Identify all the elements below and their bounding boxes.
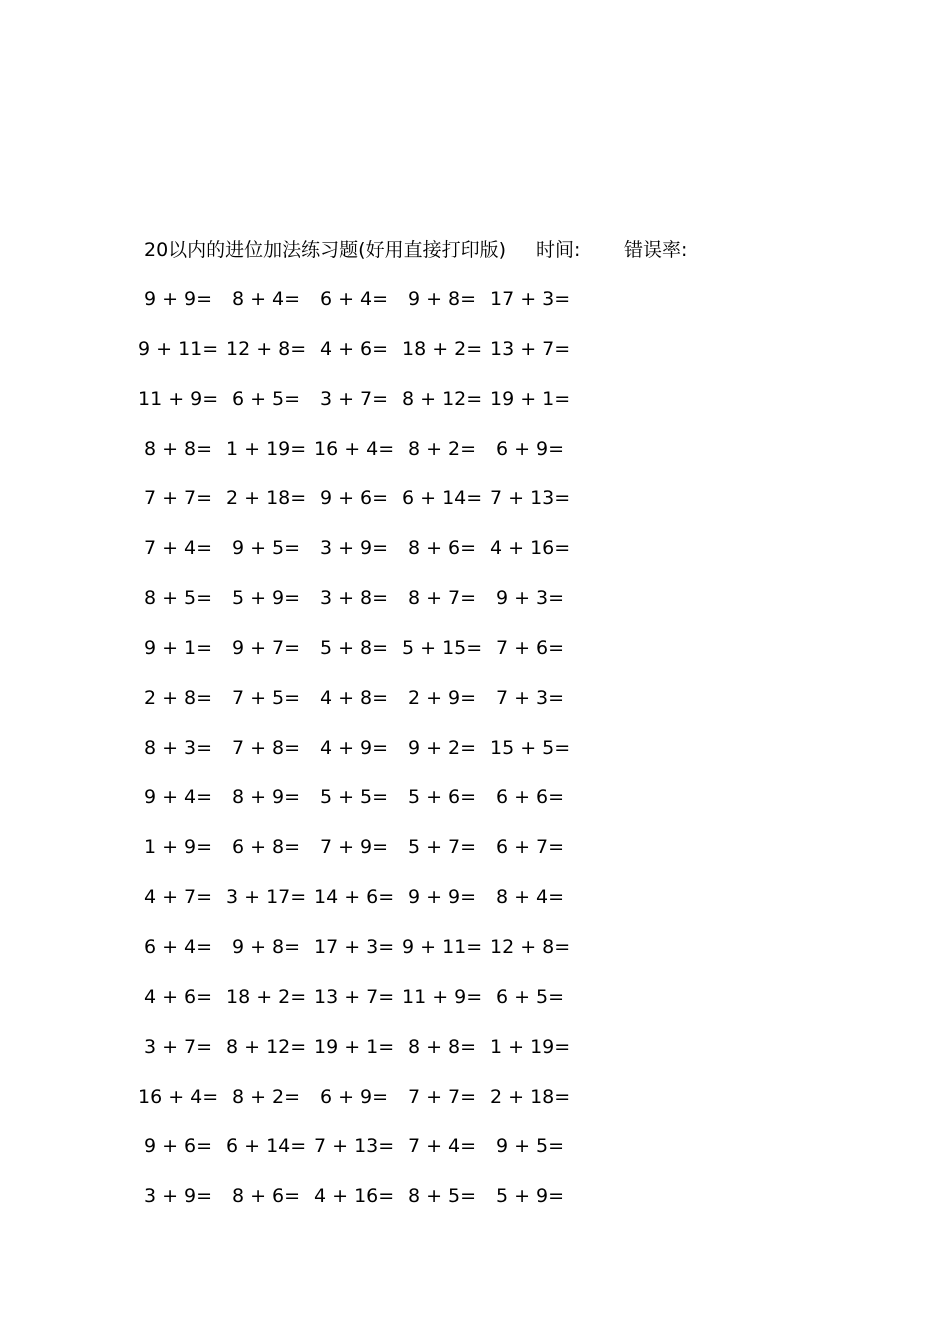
- addition-problem: 8 + 2=: [231, 1085, 301, 1108]
- addition-problem: 6 + 9=: [319, 1085, 389, 1108]
- addition-problem: 7 + 7=: [407, 1085, 477, 1108]
- problem-row: [144, 685, 604, 735]
- addition-problem: 8 + 8=: [143, 437, 213, 460]
- addition-problem: 9 + 8=: [231, 935, 301, 958]
- addition-problem: 9 + 6=: [143, 1135, 213, 1158]
- addition-problem: 8 + 4=: [231, 288, 301, 310]
- addition-problem: 8 + 7=: [407, 587, 477, 610]
- addition-problem: 15 + 5=: [490, 736, 571, 759]
- addition-problem: 9 + 4=: [143, 786, 213, 809]
- addition-problem: 3 + 9=: [143, 1185, 213, 1208]
- addition-problem: 8 + 5=: [143, 587, 213, 610]
- addition-problem: 6 + 7=: [495, 836, 565, 859]
- addition-problem: 8 + 4=: [495, 886, 565, 909]
- addition-problem: 12 + 8=: [490, 935, 571, 958]
- addition-problem: 3 + 17=: [226, 886, 307, 909]
- addition-problem: 8 + 9=: [231, 786, 301, 809]
- addition-problem: 3 + 7=: [319, 387, 389, 410]
- addition-problem: 6 + 4=: [143, 935, 213, 958]
- problem-row: [144, 984, 604, 1034]
- problem-row: [144, 735, 604, 785]
- addition-problem: 5 + 15=: [402, 636, 483, 659]
- addition-problem: 7 + 8=: [231, 736, 301, 759]
- addition-problem: 4 + 8=: [319, 686, 389, 709]
- addition-problem: 8 + 12=: [226, 1035, 307, 1058]
- problem-grid: [138, 286, 604, 1233]
- addition-problem: 8 + 12=: [402, 387, 483, 410]
- addition-problem: 8 + 3=: [143, 736, 213, 759]
- addition-problem: 9 + 9=: [407, 886, 477, 909]
- addition-problem: 9 + 8=: [407, 288, 477, 310]
- addition-problem: 9 + 7=: [231, 636, 301, 659]
- addition-problem: 4 + 7=: [143, 886, 213, 909]
- addition-problem: 2 + 8=: [143, 686, 213, 709]
- time-label: 时间:: [536, 239, 581, 261]
- addition-problem: 16 + 4=: [138, 1085, 219, 1108]
- problem-row: [144, 1034, 604, 1084]
- addition-problem: 5 + 9=: [231, 587, 301, 610]
- addition-problem: 5 + 8=: [319, 636, 389, 659]
- problem-row: [144, 884, 604, 934]
- addition-problem: 4 + 6=: [319, 337, 389, 360]
- addition-problem: 6 + 14=: [226, 1135, 307, 1158]
- addition-problem: 17 + 3=: [490, 288, 571, 310]
- problem-row: [138, 336, 604, 386]
- addition-problem: 9 + 6=: [319, 487, 389, 510]
- addition-problem: 5 + 5=: [319, 786, 389, 809]
- addition-problem: 2 + 18=: [490, 1085, 571, 1108]
- addition-problem: 11 + 9=: [402, 985, 483, 1008]
- addition-problem: 9 + 9=: [143, 288, 213, 310]
- addition-problem: 7 + 4=: [407, 1135, 477, 1158]
- addition-problem: 2 + 9=: [407, 686, 477, 709]
- problem-row: [144, 834, 604, 884]
- addition-problem: 8 + 6=: [407, 537, 477, 560]
- addition-problem: 8 + 6=: [231, 1185, 301, 1208]
- addition-problem: 9 + 5=: [495, 1135, 565, 1158]
- addition-problem: 8 + 5=: [407, 1185, 477, 1208]
- addition-problem: 9 + 1=: [143, 636, 213, 659]
- problem-row: [144, 1133, 604, 1183]
- addition-problem: 7 + 13=: [490, 487, 571, 510]
- addition-problem: 1 + 19=: [226, 437, 307, 460]
- addition-problem: 6 + 6=: [495, 786, 565, 809]
- addition-problem: 5 + 7=: [407, 836, 477, 859]
- problem-row: [144, 1183, 604, 1233]
- addition-problem: 13 + 7=: [490, 337, 571, 360]
- addition-problem: 12 + 8=: [226, 337, 307, 360]
- addition-problem: 7 + 7=: [143, 487, 213, 510]
- addition-problem: 6 + 9=: [495, 437, 565, 460]
- problem-row: [144, 934, 604, 984]
- addition-problem: 1 + 9=: [143, 836, 213, 859]
- addition-problem: 3 + 7=: [143, 1035, 213, 1058]
- addition-problem: 18 + 2=: [226, 985, 307, 1008]
- addition-problem: 17 + 3=: [314, 935, 395, 958]
- addition-problem: 6 + 4=: [319, 288, 389, 310]
- problem-row: [144, 286, 604, 336]
- addition-problem: 7 + 4=: [143, 537, 213, 560]
- addition-problem: 5 + 9=: [495, 1185, 565, 1208]
- addition-problem: 4 + 16=: [490, 537, 571, 560]
- addition-problem: 19 + 1=: [490, 387, 571, 410]
- problem-row: [144, 585, 604, 635]
- problem-row: [144, 535, 604, 585]
- problem-row: [144, 436, 604, 486]
- addition-problem: 9 + 5=: [231, 537, 301, 560]
- addition-problem: 18 + 2=: [402, 337, 483, 360]
- addition-problem: 3 + 8=: [319, 587, 389, 610]
- addition-problem: 4 + 16=: [314, 1185, 395, 1208]
- addition-problem: 6 + 5=: [495, 985, 565, 1008]
- problem-row: [144, 635, 604, 685]
- addition-problem: 6 + 8=: [231, 836, 301, 859]
- addition-problem: 11 + 9=: [138, 387, 219, 410]
- addition-problem: 7 + 13=: [314, 1135, 395, 1158]
- addition-problem: 8 + 8=: [407, 1035, 477, 1058]
- addition-problem: 1 + 19=: [490, 1035, 571, 1058]
- addition-problem: 7 + 9=: [319, 836, 389, 859]
- error-rate-label: 错误率:: [624, 239, 688, 261]
- addition-problem: 16 + 4=: [314, 437, 395, 460]
- addition-problem: 6 + 5=: [231, 387, 301, 410]
- addition-problem: 4 + 9=: [319, 736, 389, 759]
- addition-problem: 4 + 6=: [143, 985, 213, 1008]
- addition-problem: 9 + 3=: [495, 587, 565, 610]
- worksheet-title: 20以内的进位加法练习题(好用直接打印版): [144, 239, 507, 261]
- addition-problem: 9 + 2=: [407, 736, 477, 759]
- addition-problem: 8 + 2=: [407, 437, 477, 460]
- problem-row: [144, 485, 604, 535]
- addition-problem: 19 + 1=: [314, 1035, 395, 1058]
- worksheet-header: [144, 236, 784, 264]
- addition-problem: 6 + 14=: [402, 487, 483, 510]
- addition-problem: 7 + 3=: [495, 686, 565, 709]
- addition-problem: 13 + 7=: [314, 985, 395, 1008]
- addition-problem: 9 + 11=: [402, 935, 483, 958]
- problem-row: [144, 784, 604, 834]
- addition-problem: 3 + 9=: [319, 537, 389, 560]
- addition-problem: 7 + 5=: [231, 686, 301, 709]
- addition-problem: 14 + 6=: [314, 886, 395, 909]
- problem-row: [138, 386, 604, 436]
- addition-problem: 7 + 6=: [495, 636, 565, 659]
- problem-row: [138, 1084, 604, 1134]
- addition-problem: 9 + 11=: [138, 337, 219, 360]
- addition-problem: 5 + 6=: [407, 786, 477, 809]
- addition-problem: 2 + 18=: [226, 487, 307, 510]
